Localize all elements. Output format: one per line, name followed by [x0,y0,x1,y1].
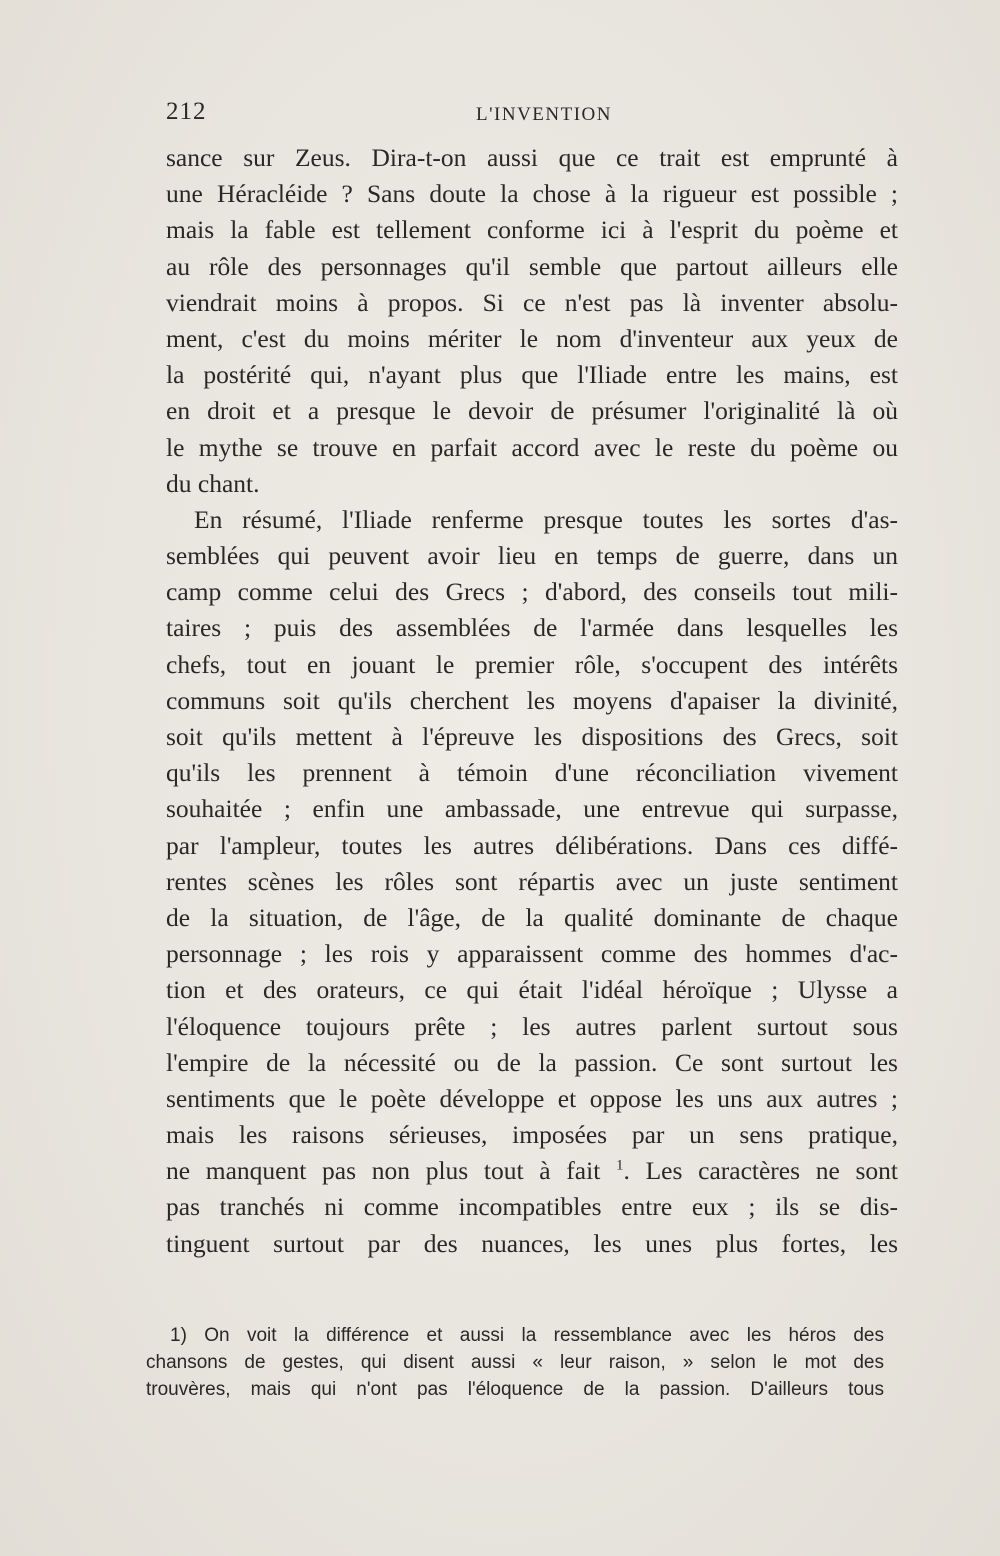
text-line: semblées qui peuvent avoir lieu en temps de guerre, dans un [166,541,898,571]
text-line: qu'ils les prennent à témoin d'une réconciliation vivement [166,758,898,788]
text-line: le mythe se trouve en parfait accord avec le reste du poème ou [166,432,898,462]
text-line: tinguent surtout par des nuances, les unes plus fortes, les [166,1228,898,1258]
text-line: mais les raisons sérieuses, imposées par un sens pratique, [166,1120,898,1150]
body-text [166,140,898,1262]
footnote-line: trouvères, mais qui n'ont pas l'éloquence de la passion. D'ailleurs tous [146,1379,884,1400]
text-line: communs soit qu'ils cherchent les moyens d'apaiser la divinité, [166,685,898,715]
text-segment: . Les caractères ne sont [623,1156,899,1186]
text-line: taires ; puis des assemblées de l'armée dans lesquelles les [166,613,898,643]
text-line: sance sur Zeus. Dira-t-on aussi que ce trait est emprunté à [166,143,898,172]
text-line: camp comme celui des Grecs ; d'abord, des conseils tout mili- [166,577,898,607]
text-line: une Héracléide ? Sans doute la chose à la rigueur est possible ; [166,179,898,209]
footnotes [146,1322,884,1403]
text-line: personnage ; les rois y apparaissent comme des hommes d'ac- [166,939,898,969]
page-header [166,98,898,134]
text-line: chefs, tout en jouant le premier rôle, s'occupent des intérêts [166,649,898,679]
text-segment: ne manquent pas non plus tout à fait [166,1156,601,1186]
text-line: souhaitée ; enfin une ambassade, une entrevue qui surpasse, [166,794,898,824]
footnote-line: chansons de gestes, qui disent aussi « leur raison, » selon le mot des [146,1352,884,1373]
footnote-line: 1) On voit la différence et aussi la ressemblance avec les héros des [170,1325,884,1346]
text-line: mais la fable est tellement conforme ici à l'esprit du poème et [166,215,898,245]
text-line: soit qu'ils mettent à l'épreuve les dispositions des Grecs, soit [166,722,898,751]
text-line: par l'ampleur, toutes les autres délibérations. Dans ces diffé- [166,830,898,860]
text-line-with-footnote-ref [166,1153,898,1189]
paragraph-start-line: En résumé, l'Iliade renferme presque toutes les sortes d'as- [194,504,898,534]
text-line: ment, c'est du moins mériter le nom d'inventeur aux yeux de [166,323,898,353]
text-line: l'éloquence toujours prête ; les autres parlent surtout sous [166,1011,898,1041]
running-title: L'INVENTION [476,104,613,125]
text-line: tion et des orateurs, ce qui était l'idéal héroïque ; Ulysse a [166,975,898,1005]
text-line: rentes scènes les rôles sont répartis avec un juste sentiment [166,866,898,896]
page-number: 212 [166,98,207,125]
text-line: au rôle des personnages qu'il semble que partout ailleurs elle [166,251,898,281]
text-line: en droit et a presque le devoir de présumer l'originalité là où [166,396,898,426]
text-line: viendrait moins à propos. Si ce n'est pas là inventer absolu- [166,287,898,317]
text-line: pas tranchés ni comme incompatibles entre eux ; ils se dis- [166,1192,898,1222]
footnote-reference[interactable]: 1 [616,1157,624,1174]
text-line: l'empire de la nécessité ou de la passion. Ce sont surtout les [166,1047,898,1077]
text-line: de la situation, de l'âge, de la qualité dominante de chaque [166,902,898,932]
text-line: sentiments que le poète développe et oppose les uns aux autres ; [166,1083,898,1113]
text-line: la postérité qui, n'ayant plus que l'Iliade entre les mains, est [166,360,898,390]
text-line: du chant. [166,468,260,498]
